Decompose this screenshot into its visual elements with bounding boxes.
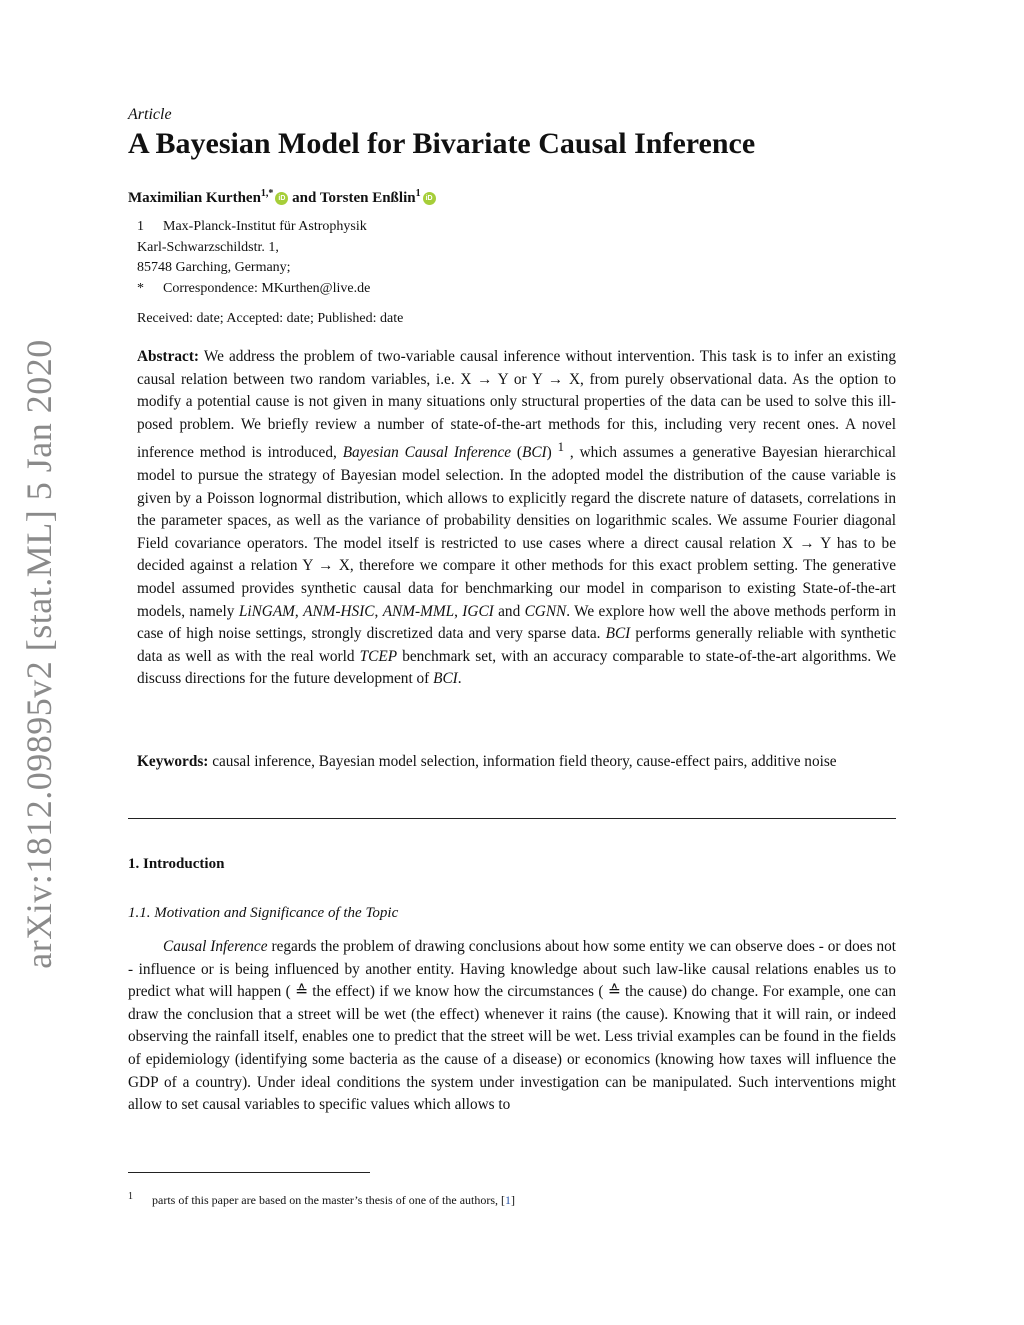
- method-name: Bayesian Causal Inference: [342, 444, 512, 462]
- orcid-icon[interactable]: iD: [275, 192, 288, 205]
- abstract-text: . We explore how well the above methods perform in case of high noise settings, strongly discretized data and very sparse data.: [137, 602, 896, 643]
- author-list: [128, 188, 436, 207]
- abstract-text: benchmark set, with an accuracy comparable to state-of-the-art algorithms. We discuss directions for the future development of: [137, 647, 897, 688]
- abstract-text: and: [493, 602, 525, 620]
- footnote-ref[interactable]: 1: [557, 440, 565, 455]
- correspondence-mark: *: [137, 280, 144, 296]
- author-affiliation-mark: 1,*: [260, 188, 274, 199]
- model-name: ANM-HSIC: [303, 602, 375, 620]
- method-abbr: BCI: [522, 444, 547, 462]
- footnote-divider: [128, 1172, 370, 1173]
- author-name: Maximilian Kurthen: [128, 190, 261, 206]
- paper-title: A Bayesian Model for Bivariate Causal Inference: [128, 127, 756, 160]
- arxiv-sidebar: [12, 339, 66, 969]
- abstract-text: ): [546, 444, 552, 462]
- model-name: CGNN: [524, 602, 567, 620]
- abstract-text: , which assumes a generative Bayesian hierarchical model to pursue the strategy of Bayesian model selection. In the adopted model the distribution of the cause variable is given by a Poisson lognormal distribution, which allows to explicitly regard the discrete nature of datasets, correlations in the parameter spaces, as well as the variance of probability densities on logarithmic scales. We assume Fourier diagonal Field covariance operators. The model itself is restricted to use cases where a direct causal relation X → Y has to be decided against a relation Y → X, therefore we compare it other methods for this exact problem setting. The generative model assumed provides synthetic causal data for benchmarking our model in comparison to existing State-of-the-art models, namely: [137, 444, 897, 620]
- affiliation-mark: 1: [137, 219, 144, 234]
- author-affiliation-mark: 1: [415, 188, 421, 199]
- section-heading: 1. Introduction: [128, 856, 225, 872]
- abstract-text: (: [511, 444, 522, 462]
- author-name: Torsten Enßlin: [319, 190, 416, 206]
- footnote-mark: 1: [128, 1191, 133, 1202]
- keywords-label: Keywords:: [137, 753, 209, 770]
- keywords: [137, 751, 896, 774]
- affiliation-line: Karl-Schwarzschildstr. 1,: [137, 239, 279, 255]
- affiliation-line: 85748 Garching, Germany;: [137, 260, 291, 275]
- abstract-text: .: [457, 670, 462, 688]
- citation-link[interactable]: 1: [505, 1193, 512, 1207]
- publication-dates: Received: date; Accepted: date; Published: date: [137, 311, 404, 326]
- subsection-heading: 1.1. Motivation and Significance of the Topic: [128, 905, 399, 921]
- footnote-text: ]: [511, 1193, 516, 1207]
- body-text: regards the problem of drawing conclusions about how some entity we can observe does - or does not - influence or is being influenced by another entity. Having knowledge about such law-like causal relations enables us to predict what will happen ( ≙ the effect) if we know how the circumstances ( ≙ the cause) do change. For example, one can draw the conclusion that a street will be wet (the effect) whenever it rains (the cause). Knowing that it will rain, or indeed observing the rainfall itself, enables one to predict that the street will be wet. Less trivial examples can be found in the fields of epidemiology (identifying some bacteria as the cause of a disease) or economics (knowing how taxes will influence the GDP of a country). Under ideal conditions the system under investigation can be manipulated. Such interventions might allow to set causal variables to specific values which allows to: [128, 938, 897, 1114]
- footnote-text: parts of this paper are based on the master’s thesis of one of the authors, [: [152, 1193, 506, 1207]
- abstract-text: performs generally reliable with synthetic data as well as with the real world: [137, 625, 897, 665]
- keywords-text: causal inference, Bayesian model selection, information field theory, cause-effect pairs, additive noise: [212, 753, 837, 770]
- abstract-text: ,: [454, 602, 463, 620]
- model-name: ANM-MML: [382, 602, 455, 620]
- model-name: IGCI: [462, 602, 494, 620]
- affiliation-block: [137, 217, 370, 299]
- article-type-label: Article: [128, 106, 172, 123]
- orcid-icon[interactable]: iD: [423, 192, 436, 205]
- dataset-name: TCEP: [359, 647, 398, 665]
- arxiv-identifier: arXiv:1812.09895v2 [stat.ML] 5 Jan 2020: [19, 339, 59, 969]
- body-paragraph: [128, 936, 896, 1117]
- footnote: [128, 1191, 515, 1208]
- abstract-text: ,: [294, 602, 304, 620]
- abstract-text: ,: [374, 602, 383, 620]
- abstract-text: We address the problem of two-variable causal inference without intervention. This task is to infer an existing causal relation between two random variables, i.e. X → Y or Y → X, from purely observational data. As the option to modify a potential cause is not given in many situations only structural properties of the data can be used to solve this ill-posed problem. We briefly review a number of state-of-the-art methods for this, including very recent ones. A novel inference method is introduced,: [137, 348, 896, 462]
- affiliation-line: Max-Planck-Institut für Astrophysik: [163, 219, 367, 234]
- author-connector: and: [292, 190, 317, 206]
- section-divider: [128, 818, 896, 819]
- abstract: [137, 346, 896, 691]
- abstract-label: Abstract:: [137, 348, 200, 365]
- method-abbr: BCI: [433, 670, 458, 688]
- model-name: LiNGAM: [238, 602, 295, 620]
- method-abbr: BCI: [605, 625, 631, 643]
- body-lead-term: Causal Inference: [163, 938, 268, 955]
- correspondence-line: Correspondence: MKurthen@live.de: [163, 280, 371, 296]
